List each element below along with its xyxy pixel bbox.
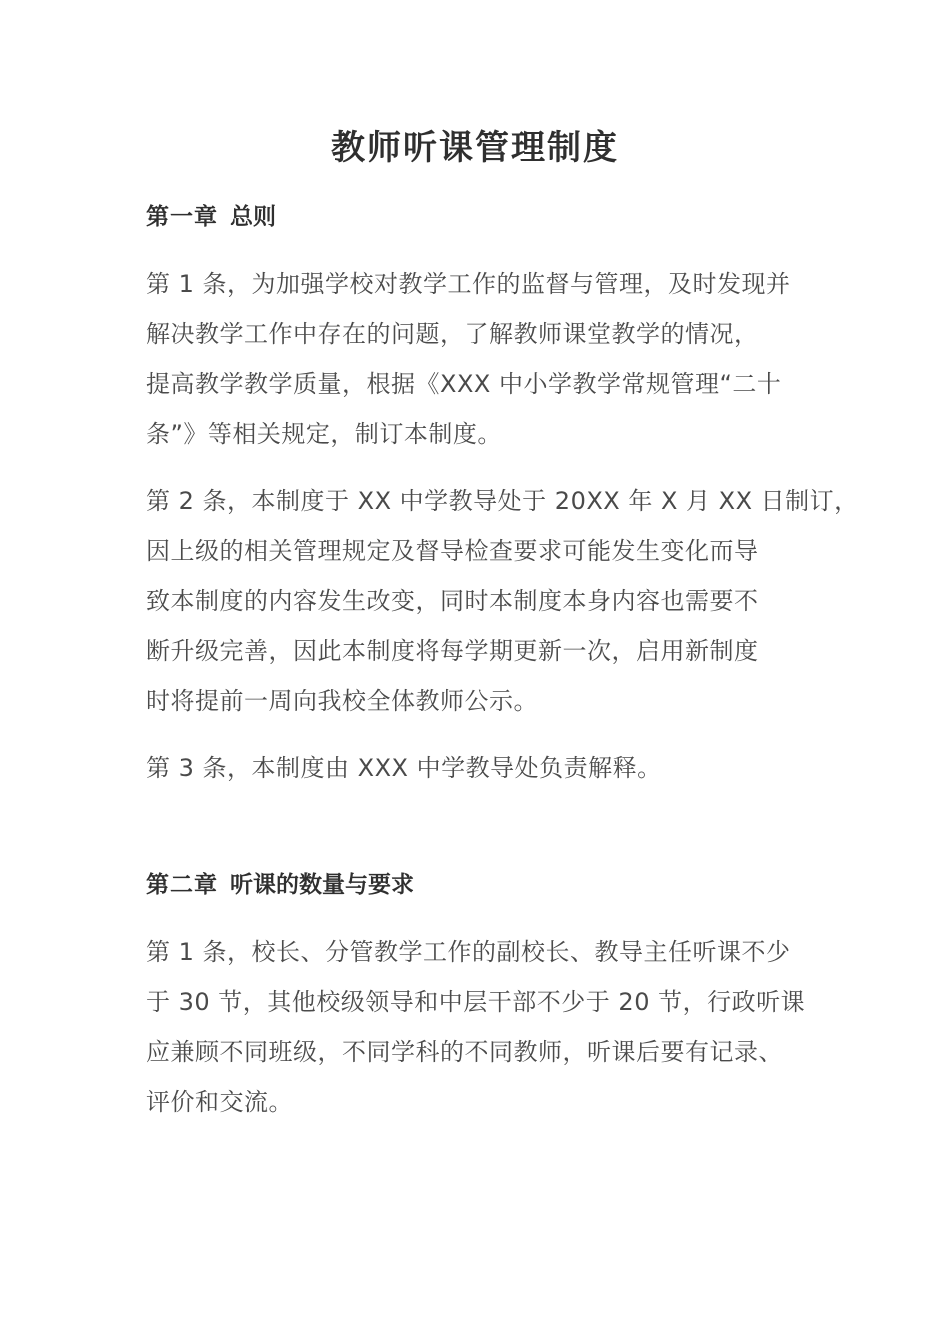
paragraph-line: 于 30 节，其他校级领导和中层干部不少于 20 节，行政听课 [146,988,806,1016]
article-paragraph [146,743,806,793]
paragraph-line: 第 3 条，本制度由 XXX 中学教导处负责解释。 [146,754,662,782]
paragraph-line: 第 2 条，本制度于 XX 中学教导处于 20XX 年 X 月 XX 日制订， [146,487,859,515]
paragraph-line: 评价和交流。 [146,1088,293,1116]
article-paragraph [146,259,806,459]
paragraph-line: 提高教学教学质量，根据《XXX 中小学教学常规管理“二十 [146,370,782,398]
article-paragraph [146,927,806,1127]
paragraph-line: 第 1 条，校长、分管教学工作的副校长、教导主任听课不少 [146,938,791,966]
chapter-title: 听课的数量与要求 [230,871,414,898]
paragraph-line: 断升级完善，因此本制度将每学期更新一次，启用新制度 [146,637,759,665]
paragraph-line: 时将提前一周向我校全体教师公示。 [146,687,538,715]
paragraph-line: 因上级的相关管理规定及督导检查要求可能发生变化而导 [146,537,759,565]
article-paragraph [146,476,859,726]
document-title: 教师听课管理制度 [331,128,619,168]
paragraph-line: 应兼顾不同班级，不同学科的不同教师，听课后要有记录、 [146,1038,783,1066]
chapter-number: 第一章 [146,203,218,230]
chapter-number: 第二章 [146,871,218,898]
chapter-heading [146,200,806,234]
paragraph-line: 第 1 条，为加强学校对教学工作的监督与管理，及时发现并 [146,270,791,298]
paragraph-line: 解决教学工作中存在的问题，了解教师课堂教学的情况， [146,320,759,348]
chapter-heading [146,868,806,902]
paragraph-line: 致本制度的内容发生改变，同时本制度本身内容也需要不 [146,587,759,615]
chapter-title: 总则 [230,203,276,230]
paragraph-line: 条”》等相关规定，制订本制度。 [146,420,502,448]
